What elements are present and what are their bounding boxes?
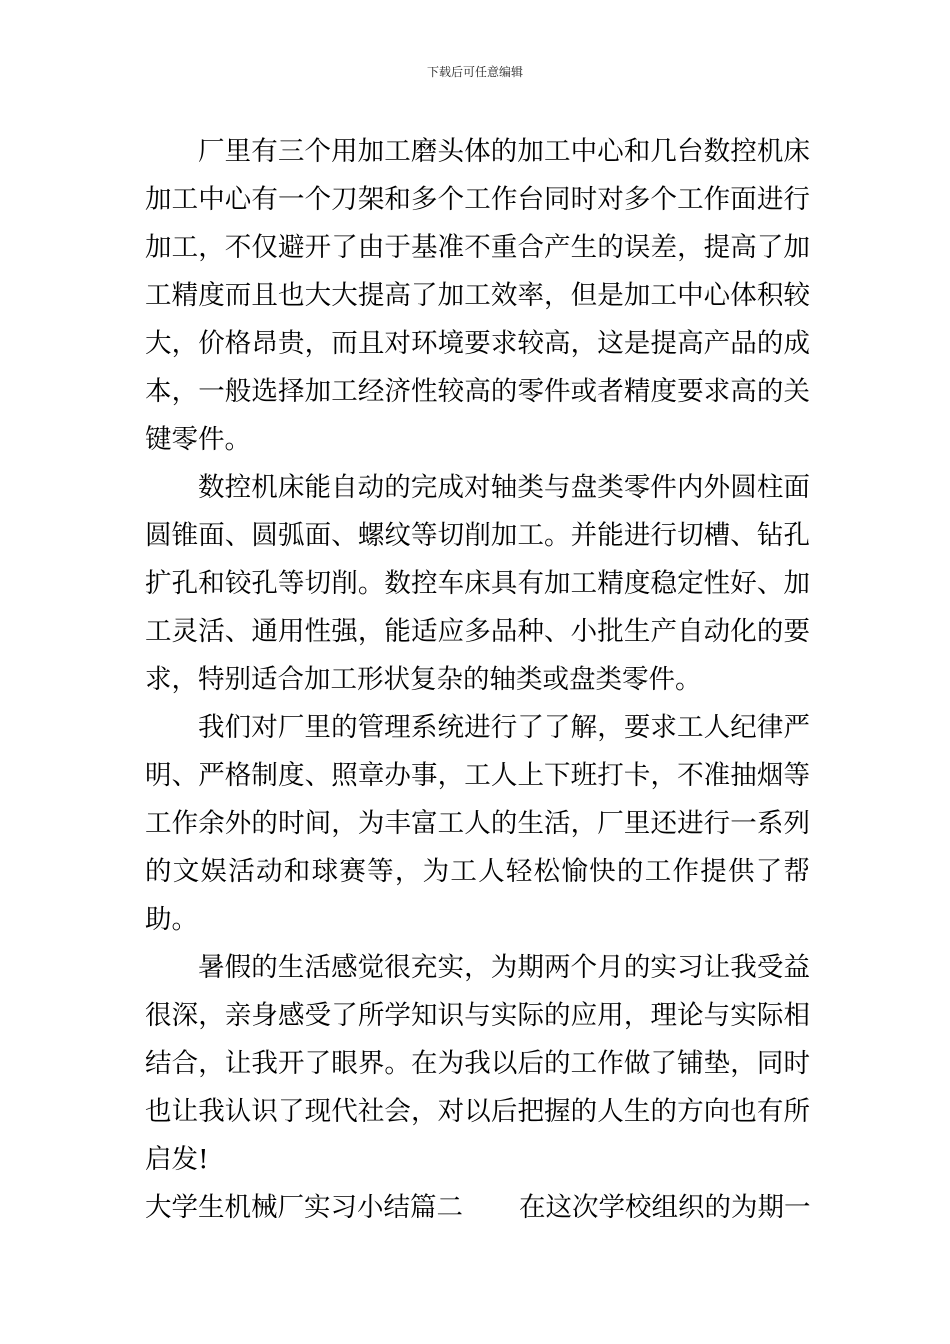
page-header: 下载后可任意编辑 xyxy=(426,65,523,79)
section-continuation-text: 在这次学校组织的为期一 xyxy=(519,1192,810,1223)
paragraph-cnc-lathe: 数控机床能自动的完成对轴类与盘类零件内外圆柱面圆锥面、圆弧面、螺纹等切削加工。并能进行切槽、钻孔扩孔和铰孔等切削。数控车床具有加工精度稳定性好、加工灵活、通用性强，能适应多品种、小批生产自动化的要求，特别适合加工形状复杂的轴类或盘类零件。 xyxy=(145,472,810,695)
section-title: 大学生机械厂实习小结篇二 xyxy=(145,1192,463,1223)
paragraph-management-system: 我们对厂里的管理系统进行了了解，要求工人纪律严明、严格制度、照章办事，工人上下班打卡，不准抽烟等工作余外的时间，为丰富工人的生活，厂里还进行一系列的文娱活动和球赛等，为工人轻松愉快的工作提供了帮助。 xyxy=(145,712,810,935)
document-body xyxy=(145,128,810,1232)
section-heading-line xyxy=(145,1184,810,1232)
paragraph-machining-center: 厂里有三个用加工磨头体的加工中心和几台数控机床加工中心有一个刀架和多个工作台同时对多个工作面进行加工，不仅避开了由于基准不重合产生的误差，提高了加工精度而且也大大提高了加工效率，但是加工中心体积较大，价格昂贵，而且对环境要求较高，这是提高产品的成本，一般选择加工经济性较高的零件或者精度要求高的关键零件。 xyxy=(145,136,810,455)
paragraph-summer-summary: 暑假的生活感觉很充实，为期两个月的实习让我受益很深，亲身感受了所学知识与实际的应用，理论与实际相结合，让我开了眼界。在为我以后的工作做了铺垫，同时也让我认识了现代社会，对以后把握的人生的方向也有所启发! xyxy=(145,952,810,1175)
